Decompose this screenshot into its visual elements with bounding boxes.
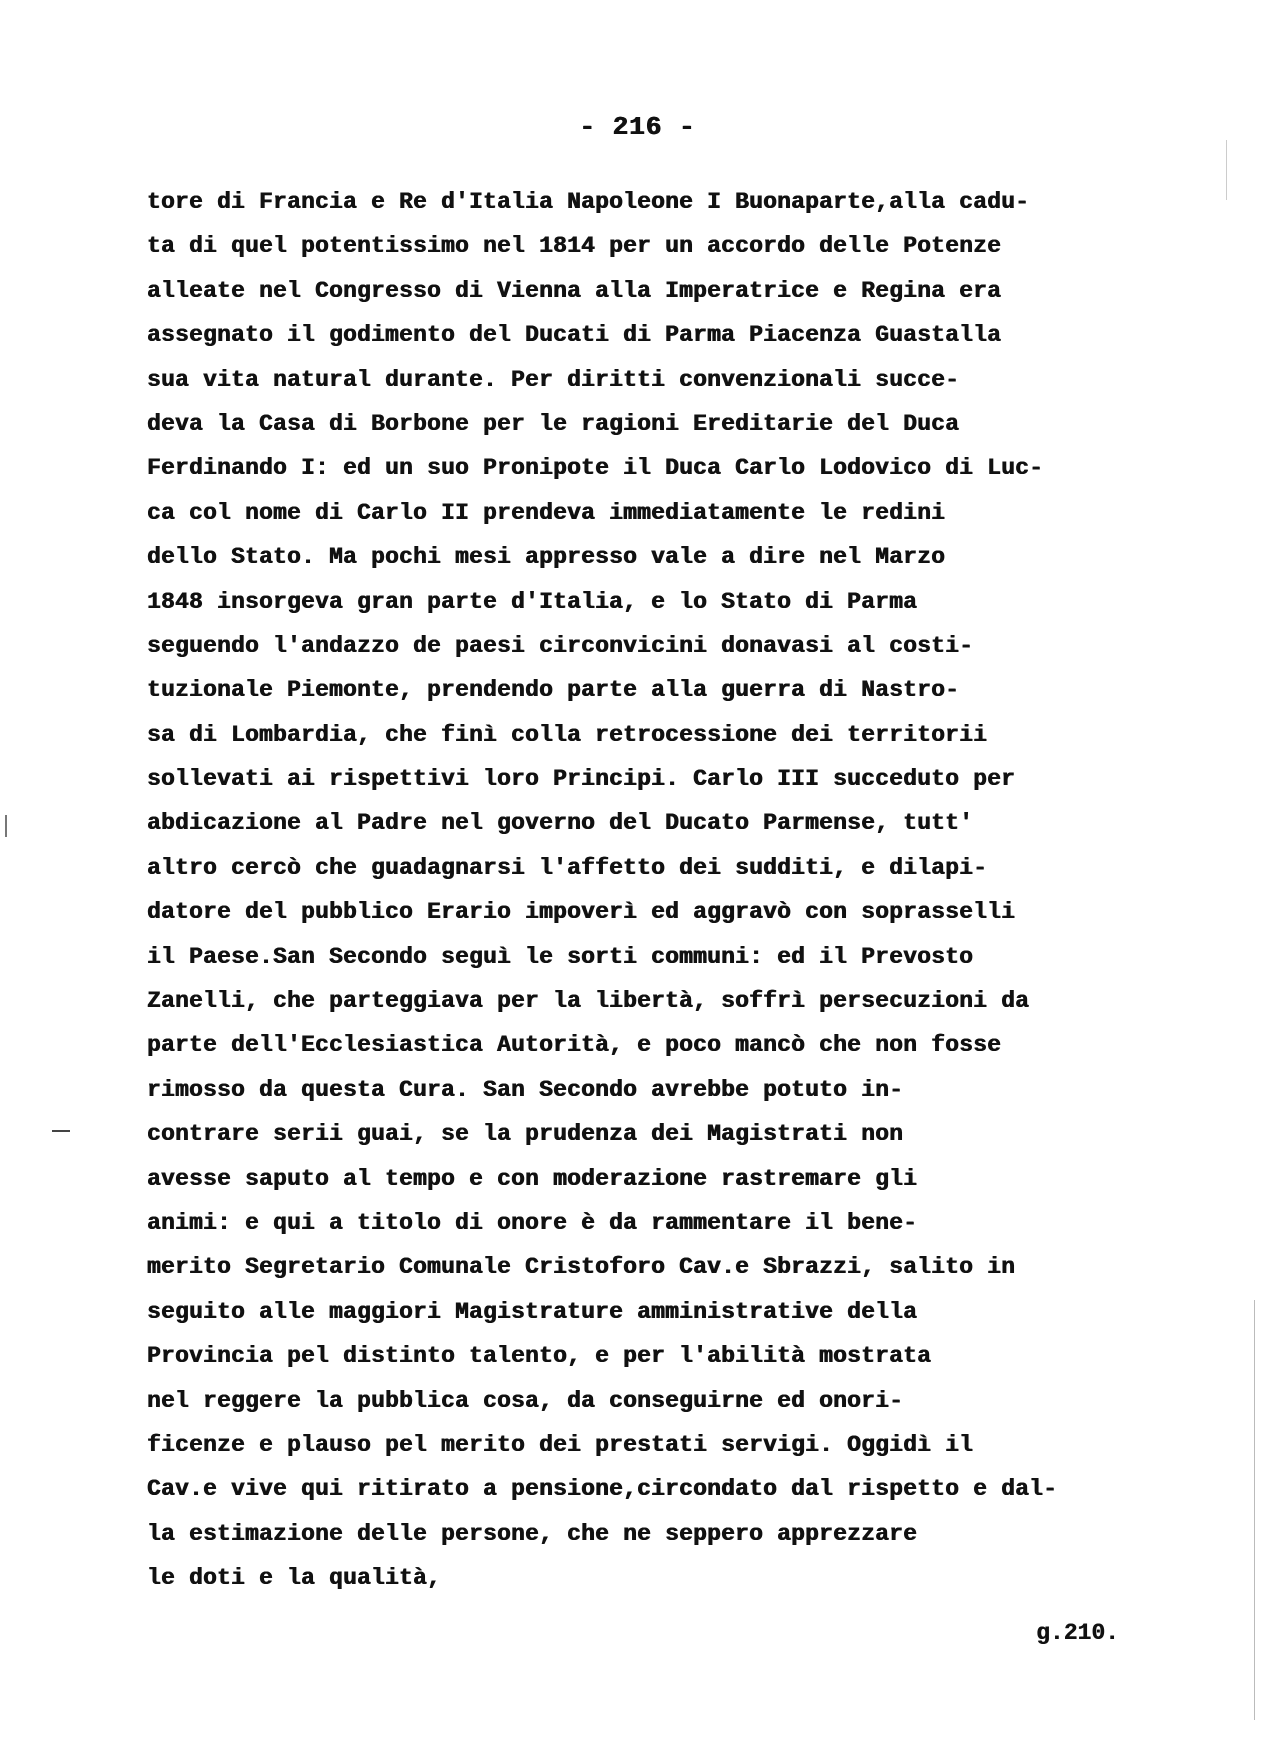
page-number: - 216 - [579, 112, 696, 142]
text-line: deva la Casa di Borbone per le ragioni Ereditarie del Duca [147, 410, 960, 437]
text-line: Cav.e vive qui ritirato a pensione,circondato dal rispetto e dal- [147, 1476, 1058, 1503]
text-line: merito Segretario Comunale Cristoforo Cav.e Sbrazzi, salito in [147, 1254, 1016, 1281]
text-line: altro cercò che guadagnarsi l'affetto dei sudditi, e dilapi- [147, 854, 988, 881]
text-line: Provincia pel distinto talento, e per l'abilità mostrata [147, 1343, 932, 1370]
footer-reference: g.210. [1036, 1620, 1119, 1646]
text-line: il Paese.San Secondo seguì le sorti communi: ed il Prevosto [147, 943, 974, 970]
text-line: ta di quel potentissimo nel 1814 per un accordo delle Potenze [147, 233, 1002, 260]
body-text [147, 180, 1147, 1601]
text-line: animi: e qui a titolo di onore è da rammentare il bene- [147, 1209, 918, 1236]
text-line: avesse saputo al tempo e con moderazione rastremare gli [147, 1165, 918, 1192]
margin-mark [5, 815, 7, 837]
text-line: le doti e la qualità, [147, 1565, 442, 1592]
text-line: sa di Lombardia, che finì colla retrocessione dei territorii [147, 721, 988, 748]
text-line: 1848 insorgeva gran parte d'Italia, e lo Stato di Parma [147, 588, 918, 615]
text-line: assegnato il godimento del Ducati di Parma Piacenza Guastalla [147, 322, 1002, 349]
text-line: la estimazione delle persone, che ne seppero apprezzare [147, 1520, 918, 1547]
page-edge-shadow [1226, 140, 1227, 200]
text-line: rimosso da questa Cura. San Secondo avrebbe potuto in- [147, 1076, 904, 1103]
text-line: datore del pubblico Erario impoverì ed aggravò con soprasselli [147, 899, 1016, 926]
text-line: seguito alle maggiori Magistrature amministrative della [147, 1298, 918, 1325]
text-line: tuzionale Piemonte, prendendo parte alla guerra di Nastro- [147, 677, 960, 704]
text-line: Zanelli, che parteggiava per la libertà, soffrì persecuzioni da [147, 988, 1030, 1015]
text-line: ca col nome di Carlo II prendeva immediatamente le redini [147, 499, 946, 526]
text-line: contrare serii guai, se la prudenza dei Magistrati non [147, 1121, 904, 1148]
text-line: alleate nel Congresso di Vienna alla Imperatrice e Regina era [147, 277, 1002, 304]
text-line: nel reggere la pubblica cosa, da conseguirne ed onori- [147, 1387, 904, 1414]
text-line: ficenze e plauso pel merito dei prestati servigi. Oggidì il [147, 1431, 974, 1458]
text-line: sua vita natural durante. Per diritti convenzionali succe- [147, 366, 960, 393]
text-line: parte dell'Ecclesiastica Autorità, e poco mancò che non fosse [147, 1032, 1002, 1059]
text-line: abdicazione al Padre nel governo del Ducato Parmense, tutt' [147, 810, 974, 837]
text-line: Ferdinando I: ed un suo Pronipote il Duca Carlo Lodovico di Luc- [147, 455, 1044, 482]
page-edge-shadow [1254, 1300, 1255, 1720]
text-line: dello Stato. Ma pochi mesi appresso vale a dire nel Marzo [147, 544, 946, 571]
text-line: sollevati ai rispettivi loro Principi. Carlo III succeduto per [147, 766, 1016, 793]
text-line: tore di Francia e Re d'Italia Napoleone I Buonaparte,alla cadu- [147, 189, 1030, 215]
margin-mark [52, 1130, 70, 1132]
text-line: seguendo l'andazzo de paesi circonvicini donavasi al costi- [147, 632, 974, 659]
